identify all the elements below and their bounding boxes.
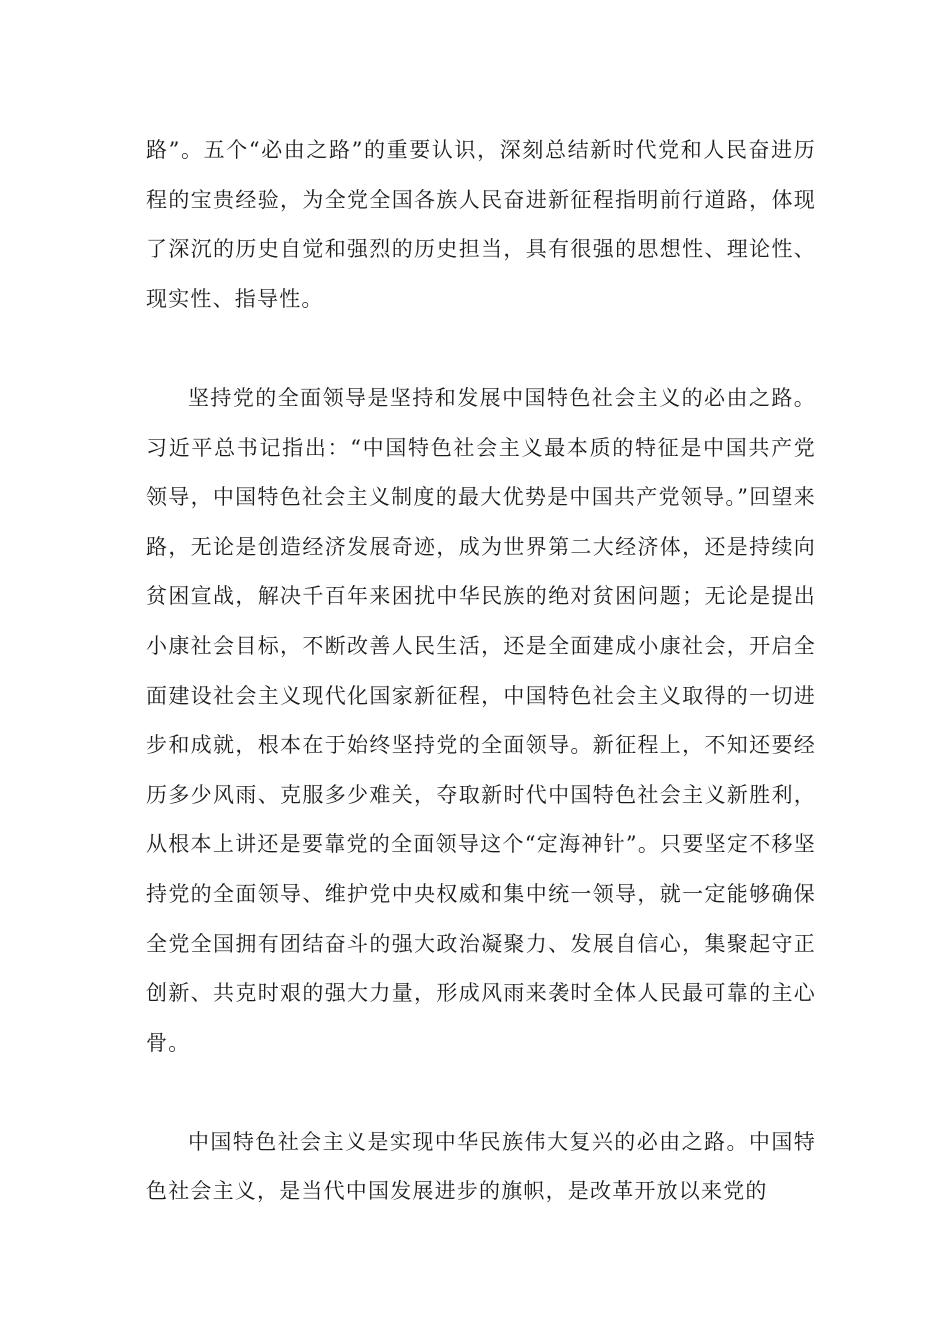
paragraph-gap xyxy=(146,1068,816,1118)
document-body xyxy=(146,126,816,1217)
paragraph-continuation: 路”。五个“必由之路”的重要认识，深刻总结新时代党和人民奋进历程的宝贵经验，为全党全国各族人民奋进新征程指明前行道路，体现了深沉的历史自觉和强烈的历史担当，具有很强的思想性、理论性、现实性、指导性。 xyxy=(146,138,816,311)
paragraph-socialism: 中国特色社会主义是实现中华民族伟大复兴的必由之路。中国特色社会主义，是当代中国发展进步的旗帜，是改革开放以来党的 xyxy=(146,1129,816,1204)
paragraph-party-leadership: 坚持党的全面领导是坚持和发展中国特色社会主义的必由之路。习近平总书记指出：“中国特色社会主义最本质的特征是中国共产党领导，中国特色社会主义制度的最大优势是中国共产党领导。”回望来路，无论是创造经济发展奇迹，成为世界第二大经济体，还是持续向贫困宣战，解决千百年来困扰中华民族的绝对贫困问题；无论是提出小康社会目标，不断改善人民生活，还是全面建成小康社会，开启全面建设社会主义现代化国家新征程，中国特色社会主义取得的一切进步和成就，根本在于始终坚持党的全面领导。新征程上，不知还要经历多少风雨、克服多少难关，夺取新时代中国特色社会主义新胜利，从根本上讲还是要靠党的全面领导这个“定海神针”。只要坚定不移坚持党的全面领导、维护党中央权威和集中统一领导，就一定能够确保全党全国拥有团结奋斗的强大政治凝聚力、发展自信心，集聚起守正创新、共克时艰的强大力量，形成风雨来袭时全体人民最可靠的主心骨。 xyxy=(146,385,816,1055)
paragraph-gap xyxy=(146,324,816,374)
